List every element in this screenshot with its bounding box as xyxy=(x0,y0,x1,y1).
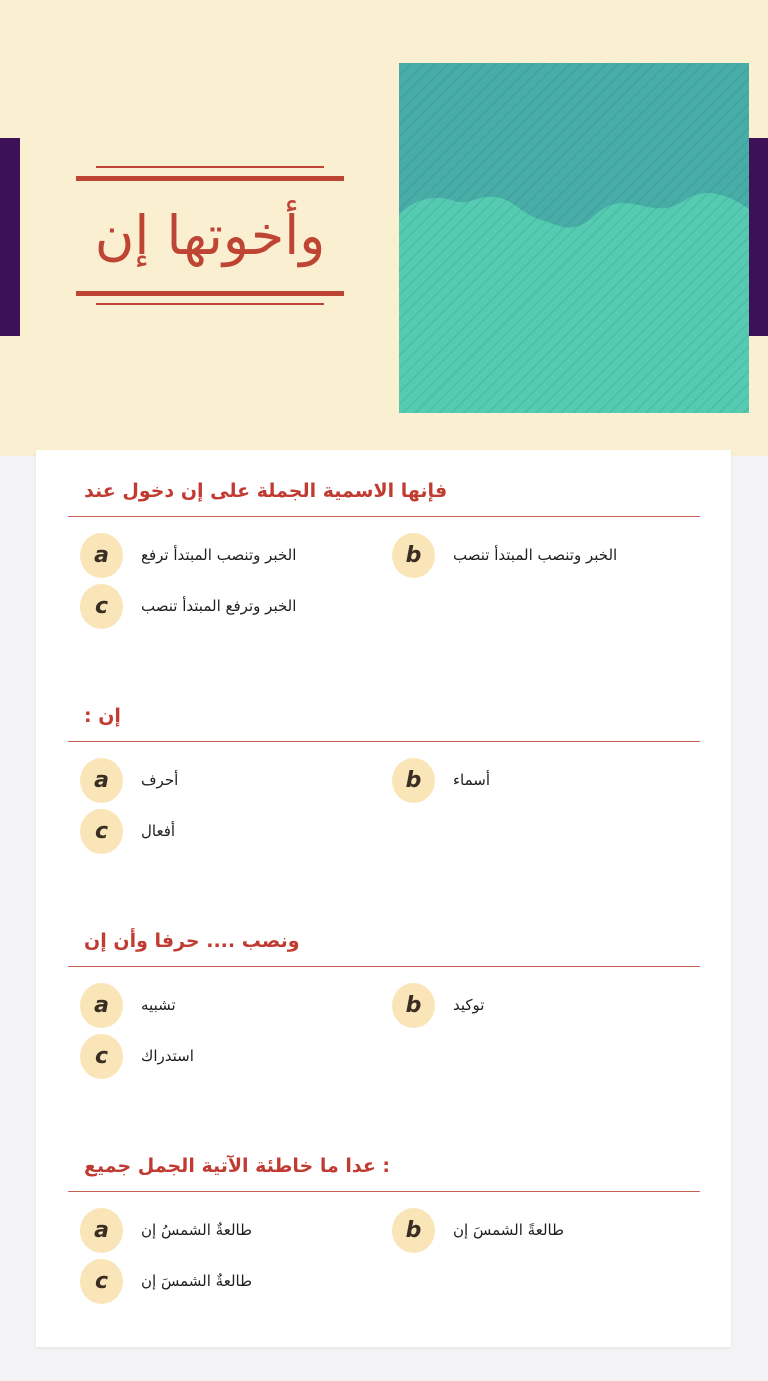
option[interactable] xyxy=(80,585,392,627)
question-divider xyxy=(68,516,700,517)
option-text: أفعال xyxy=(141,822,176,840)
question-divider xyxy=(68,741,700,742)
option[interactable] xyxy=(392,759,700,801)
title-divider-bottom-thin xyxy=(96,303,324,305)
option-badge[interactable]: a xyxy=(80,1208,123,1253)
title-divider-top-thin xyxy=(96,166,324,168)
question-list xyxy=(68,478,700,1347)
cover-image xyxy=(399,63,749,413)
option-badge[interactable]: b xyxy=(392,983,435,1028)
option-text: تنصب ‎المبتدأ ‎وتنصب ‎الخبر xyxy=(453,546,618,564)
option-text: استدراك xyxy=(141,1047,194,1065)
question-divider xyxy=(68,1191,700,1192)
option-text: تشبيه xyxy=(141,996,176,1014)
option-text: أحرف xyxy=(141,771,179,789)
option[interactable] xyxy=(392,984,700,1026)
options xyxy=(68,534,700,627)
worksheet-card xyxy=(36,450,731,1347)
option[interactable] xyxy=(80,759,392,801)
question-heading: جميع ‎الجمل ‎الآتية ‎خاطئة ‎ما ‎عدا ‎: xyxy=(84,1155,391,1177)
question-block xyxy=(68,703,700,928)
question-block xyxy=(68,1153,700,1347)
question-heading: عند ‎دخول ‎إن ‎على ‎الجملة ‎الاسمية ‎فإنها xyxy=(84,480,448,502)
option-text: ترفع ‎المبتدأ ‎وتنصب ‎الخبر xyxy=(141,546,297,564)
option-badge[interactable]: c xyxy=(80,1259,123,1304)
left-accent-bar xyxy=(0,138,20,336)
options xyxy=(68,759,700,852)
question-block xyxy=(68,928,700,1153)
option-badge[interactable]: b xyxy=(392,1208,435,1253)
option-badge[interactable]: c xyxy=(80,584,123,629)
options xyxy=(68,1209,700,1302)
worksheet-title: إن ‎وأخوتها xyxy=(94,204,326,267)
option-text: توكيد xyxy=(453,996,485,1014)
option-badge[interactable]: a xyxy=(80,983,123,1028)
option[interactable] xyxy=(392,1209,700,1251)
option-badge[interactable]: a xyxy=(80,758,123,803)
right-accent-bar xyxy=(749,138,768,336)
option[interactable] xyxy=(80,534,392,576)
option-text: إن ‎الشمسَ ‎طالعةً xyxy=(453,1221,565,1239)
option-badge[interactable]: b xyxy=(392,533,435,578)
option[interactable] xyxy=(80,810,392,852)
options xyxy=(68,984,700,1077)
option[interactable] xyxy=(80,1209,392,1251)
question-divider xyxy=(68,966,700,967)
diagonal-stripes-overlay xyxy=(399,63,749,413)
option-badge[interactable]: b xyxy=(392,758,435,803)
question-block xyxy=(68,478,700,703)
option[interactable] xyxy=(80,984,392,1026)
question-heading: إن ‎وأن ‎حرفا ‎.... ‎ونصب xyxy=(84,930,300,952)
option[interactable] xyxy=(80,1035,392,1077)
question-heading: : ‎إن xyxy=(84,705,121,727)
option[interactable] xyxy=(80,1260,392,1302)
title-block xyxy=(76,166,344,305)
option-text: إن ‎الشمسَ ‎طالعةٌ xyxy=(141,1272,253,1290)
option-text: تنصب ‎المبتدأ ‎وترفع ‎الخبر xyxy=(141,597,297,615)
option-badge[interactable]: a xyxy=(80,533,123,578)
option-text: إن ‎الشمسُ ‎طالعةٌ xyxy=(141,1221,253,1239)
option[interactable] xyxy=(392,534,700,576)
option-badge[interactable]: c xyxy=(80,1034,123,1079)
option-badge[interactable]: c xyxy=(80,809,123,854)
title-divider-bottom-thick xyxy=(76,291,344,296)
option-text: أسماء xyxy=(453,771,491,789)
